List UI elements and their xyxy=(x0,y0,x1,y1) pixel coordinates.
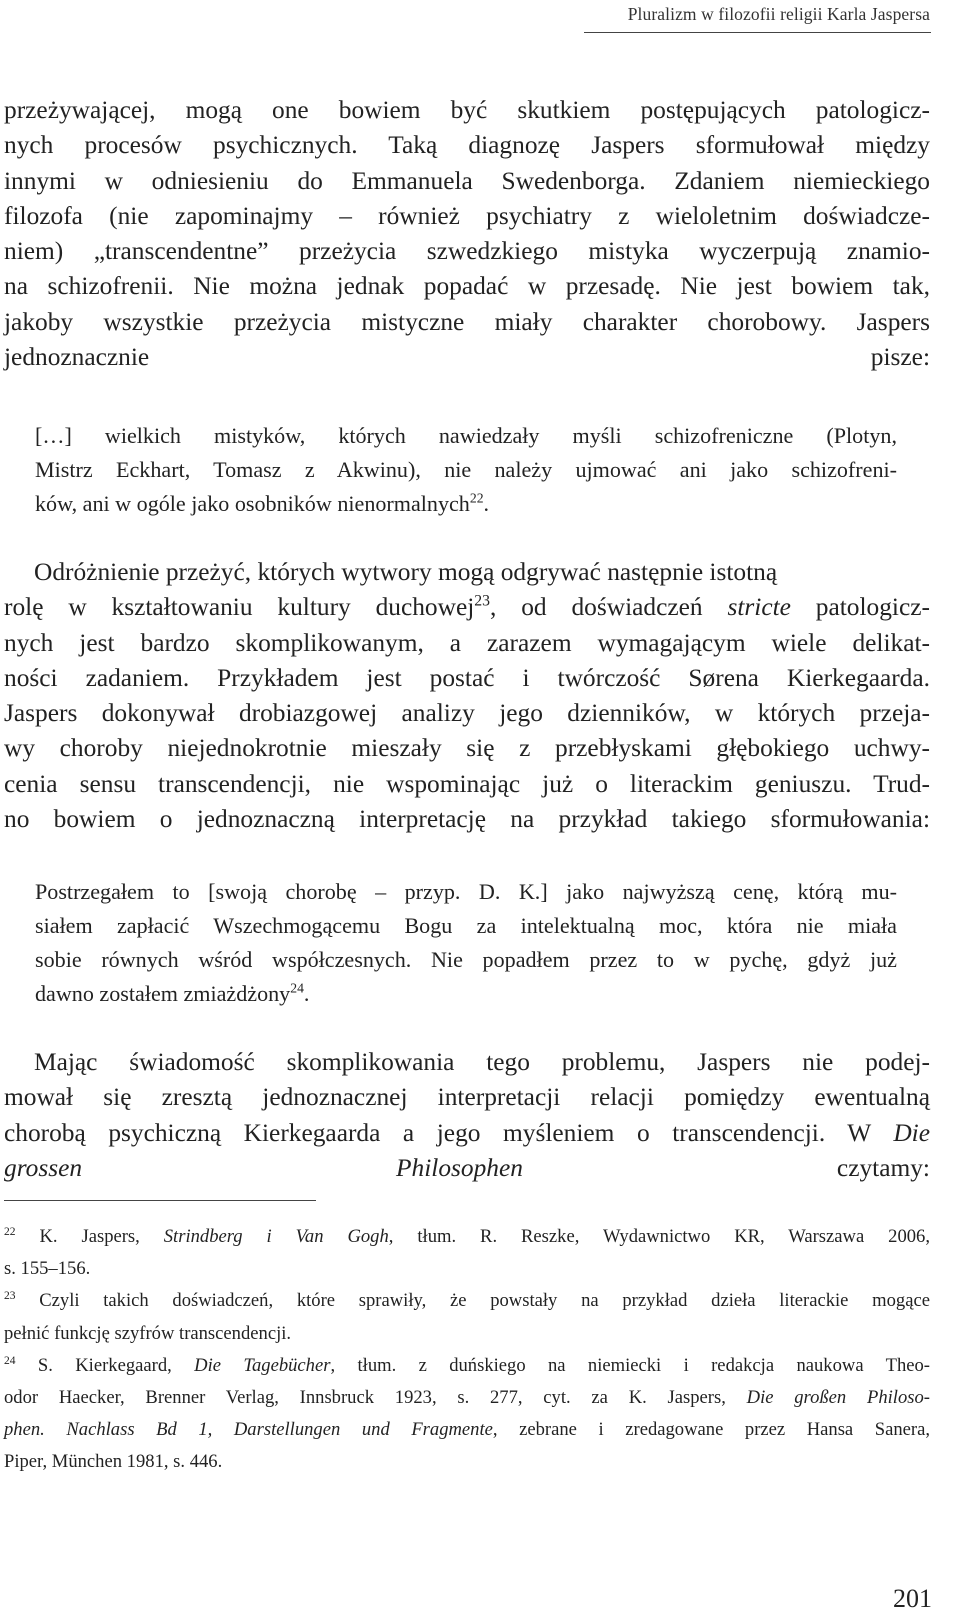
footnote-text: K. Jaspers, xyxy=(39,1226,164,1247)
text-line: niem) „transcendentne” przeżycia szwedzkiego mistyka wyczerpują znamio- xyxy=(4,237,930,266)
text-line: innymi w odniesieniu do Emmanuela Swedenborga. Zdaniem niemieckiego xyxy=(4,166,930,195)
footnote-text-line: pełnić funkcję szyfrów transcendencji. xyxy=(4,1322,292,1344)
text-segment: , od doświadczeń xyxy=(490,593,728,622)
footnote-ref-22[interactable]: 22 xyxy=(469,490,484,506)
footnote-text-line: Piper, München 1981, s. 446. xyxy=(4,1451,223,1473)
text-segment: chorobą psychiczną Kierkegaarda a jego myśleniem o transcendencji. W xyxy=(4,1118,894,1147)
text-line: na schizofrenii. Nie można jednak popadać w przesadę. Nie jest bowiem tak, xyxy=(4,272,930,301)
text-line xyxy=(4,1151,930,1186)
body-paragraph-2 xyxy=(4,555,930,837)
text-line: przeżywającej, mogą one bowiem być skutkiem postępujących patologicz- xyxy=(4,96,930,124)
block-quote-1 xyxy=(35,419,897,521)
italic-title: grossen Philosophen xyxy=(4,1153,523,1182)
quote-text: dawno zostałem zmiażdżony xyxy=(35,981,291,1006)
quote-line: ków, ani w ogóle jako osobników nienormalnych$^{22}$. xyxy=(35,490,490,516)
quote-line: Mistrz Eckhart, Tomasz z Akwinu), nie należy ujmować ani jako schizofreni- xyxy=(35,457,897,482)
text-segment: rolę w kształtowaniu kultury duchowej xyxy=(4,593,475,622)
quote-line: […] wielkich mistyków, których nawiedzały myśli schizofreniczne (Plotyn, xyxy=(35,423,897,448)
footnote-24 xyxy=(4,1350,930,1382)
quote-line: siałem zapłacić Wszechmogącemu Bogu za intelektualną moc, która nie miała xyxy=(35,913,897,938)
body-paragraph-1 xyxy=(4,93,930,375)
footnote-italic: Die Tagebücher xyxy=(194,1354,331,1376)
body-paragraph-3 xyxy=(4,1045,930,1186)
footnote-number: 24 xyxy=(4,1354,16,1367)
block-quote-2 xyxy=(35,875,897,1011)
text-line: cenia sensu transcendencji, nie wspominając już o literackim geniuszu. Trud- xyxy=(4,769,930,798)
text-line: filozofa (nie zapominajmy – również psychiatry z wieloletnim doświadcze- xyxy=(4,201,930,230)
italic-title: Die xyxy=(893,1118,930,1147)
footnote-23 xyxy=(4,1285,930,1317)
text-line: nych procesów psychicznych. Taką diagnozę Jaspers sformułował między xyxy=(4,131,930,160)
footnote-number: 22 xyxy=(4,1225,16,1238)
quote-line: dawno zostałem zmiażdżony$^{24}$. xyxy=(35,980,310,1006)
footnote-text: Czyli takich doświadczeń, które sprawiły, że powstały na przykład dzieła literackie mogące xyxy=(39,1290,930,1312)
footnote-text-line xyxy=(4,1382,930,1414)
footnote-ref-24[interactable]: 24 xyxy=(290,980,304,996)
text-line-content: Odróżnienie przeżyć, których wytwory mogą odgrywać następnie istotną xyxy=(34,558,778,586)
footnote-text: , tłum. R. Reszke, Wydawnictwo KR, Warszawa 2006, xyxy=(388,1226,930,1247)
footnote-number: 23 xyxy=(4,1290,16,1303)
text-line: no bowiem o jednoznaczną interpretację na przykład takiego sformułowania: xyxy=(4,805,930,834)
footnote-text-line xyxy=(4,1414,930,1446)
text-line xyxy=(4,1116,930,1151)
italic-term: stricte xyxy=(727,593,791,622)
footnote-text-line: s. 155–156. xyxy=(4,1258,91,1280)
footnote-italic: Die großen Philoso- xyxy=(746,1387,930,1409)
quote-line: sobie równych wśród współczesnych. Nie popadłem przez to w pychę, gdyż już xyxy=(35,947,897,972)
quote-line: Postrzegałem to [swoją chorobę – przyp. D. K.] jako najwyższą cenę, którą mu- xyxy=(35,879,897,904)
footnote-text: S. Kierkegaard, xyxy=(37,1354,195,1376)
text-line: Mając świadomość skomplikowania tego problemu, Jaspers nie podej- xyxy=(34,1048,930,1076)
text-line: jakoby wszystkie przeżycia mistyczne miały charakter chorobowy. Jaspers xyxy=(4,307,930,336)
footnote-separator xyxy=(4,1200,316,1201)
text-segment: czytamy: xyxy=(522,1153,930,1182)
running-head-rule xyxy=(584,32,931,33)
text-line xyxy=(4,590,930,625)
footnote-22 xyxy=(4,1221,930,1253)
page-number: 201 xyxy=(893,1584,932,1613)
footnote-ref-23[interactable]: 23 xyxy=(474,592,491,610)
text-line: nych jest bardzo skomplikowanym, a zarazem wymagającym wiele delikat- xyxy=(4,628,930,657)
running-head: Pluralizm w filozofii religii Karla Jaspersa xyxy=(627,4,930,24)
footnotes xyxy=(4,1221,930,1479)
text-line: jednoznacznie pisze: xyxy=(4,343,930,372)
footnote-text: odor Haecker, Brenner Verlag, Innsbruck 1923, s. 277, cyt. za K. Jaspers, xyxy=(4,1387,747,1409)
quote-text: ków, ani w ogóle jako osobników nienormalnych xyxy=(35,491,470,516)
text-line: Jaspers dokonywał drobiazgowej analizy jego dzienników, w których przeja- xyxy=(4,699,930,728)
text-line: mował się zresztą jednoznacznej interpretacji relacji pomiędzy ewentualną xyxy=(4,1083,930,1112)
footnote-italic: phen. Nachlass Bd 1, Darstellungen und Fragmente xyxy=(4,1419,493,1441)
text-line: ności zadaniem. Przykładem jest postać i twórczość Sørena Kierkegaarda. xyxy=(4,663,930,692)
footnote-text: , zebrane i zredagowane przez Hansa Sanera, xyxy=(492,1419,930,1441)
text-line: wy choroby niejednokrotnie mieszały się z przebłyskami głębokiego uchwy- xyxy=(4,734,930,763)
footnote-text: , tłum. z duńskiego na niemiecki i redakcja naukowa Theo- xyxy=(330,1354,930,1376)
text-segment: patologicz- xyxy=(790,593,930,622)
text-line xyxy=(4,555,930,590)
footnote-italic: Strindberg i Van Gogh xyxy=(163,1226,389,1247)
